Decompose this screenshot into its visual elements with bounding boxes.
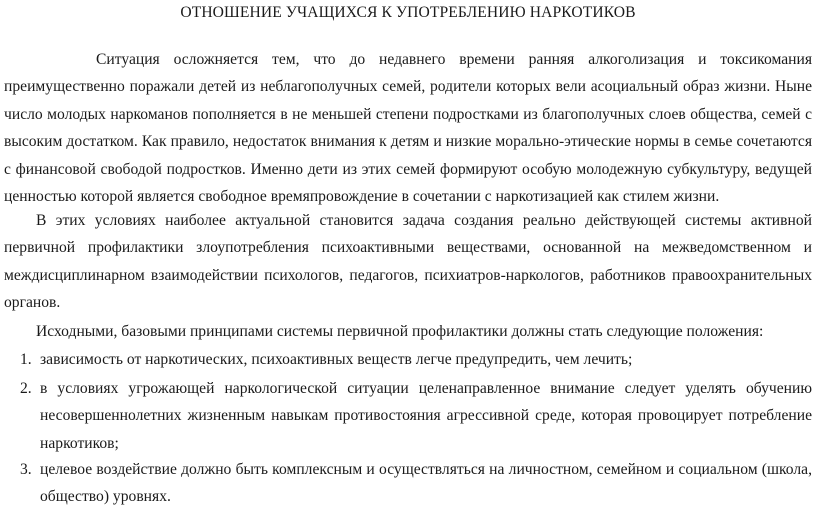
list-item-number: 1. <box>20 351 32 368</box>
list-item <box>0 346 812 373</box>
page-title: ОТНОШЕНИЕ УЧАЩИХСЯ К УПОТРЕБЛЕНИЮ НАРКОТИКОВ <box>180 4 636 21</box>
list-item-number: 2. <box>20 380 32 397</box>
list-item <box>0 375 812 457</box>
principles-list-part-1 <box>0 346 812 373</box>
list-item-text: в условиях угрожающей наркологической ситуации целенаправленное внимание следует уделять обучению несовершеннолетних жизненным навыкам противостояния агрессивной среде, которая провоцирует потребление наркотиков; <box>40 380 812 452</box>
list-item-text: зависимость от наркотических, психоактивных веществ легче предупредить, чем лечить; <box>40 351 633 368</box>
list-item-text: целевое воздействие должно быть комплексным и осуществляться на личностном, семейном и социальном (школа, общество) уровнях. <box>40 461 812 506</box>
principles-list-part-3 <box>0 456 812 511</box>
paragraph-principles-intro: Исходными, базовыми принципами системы первичной профилактики должны стать следующие положения: <box>36 323 764 340</box>
principles-list-part-2 <box>0 375 812 457</box>
paragraph-situation: Ситуация осложняется тем, что до недавнего времени ранняя алкоголизация и токсикомания преимущественно поражали детей из неблагополучных семей, родители которых вели асоциальный образ жизни. Ныне число молодых наркоманов пополняется в не меньшей степени подростками из благополучных слоев общества, семей с высоким достатком. Как правило, недостаток внимания к детям и низкие морально-этические нормы в семье сочетаются с финансовой свободой подростков. Именно дети из этих семей формируют особую молодежную субкультуру, ведущей ценностью которой является свободное времяпровождение в сочетании с наркотизацией как стилем жизни. <box>4 51 812 206</box>
list-item <box>0 456 812 511</box>
paragraph-prevention-system: В этих условиях наиболее актуальной становится задача создания реально действующей системы активной первичной профилактики злоупотребления психоактивными веществами, основанной на межведомственном и междисциплинарном взаимодействии психологов, педагогов, психиатров-наркологов, работников правоохранительных органов. <box>4 212 812 312</box>
list-item-number: 3. <box>20 461 32 478</box>
